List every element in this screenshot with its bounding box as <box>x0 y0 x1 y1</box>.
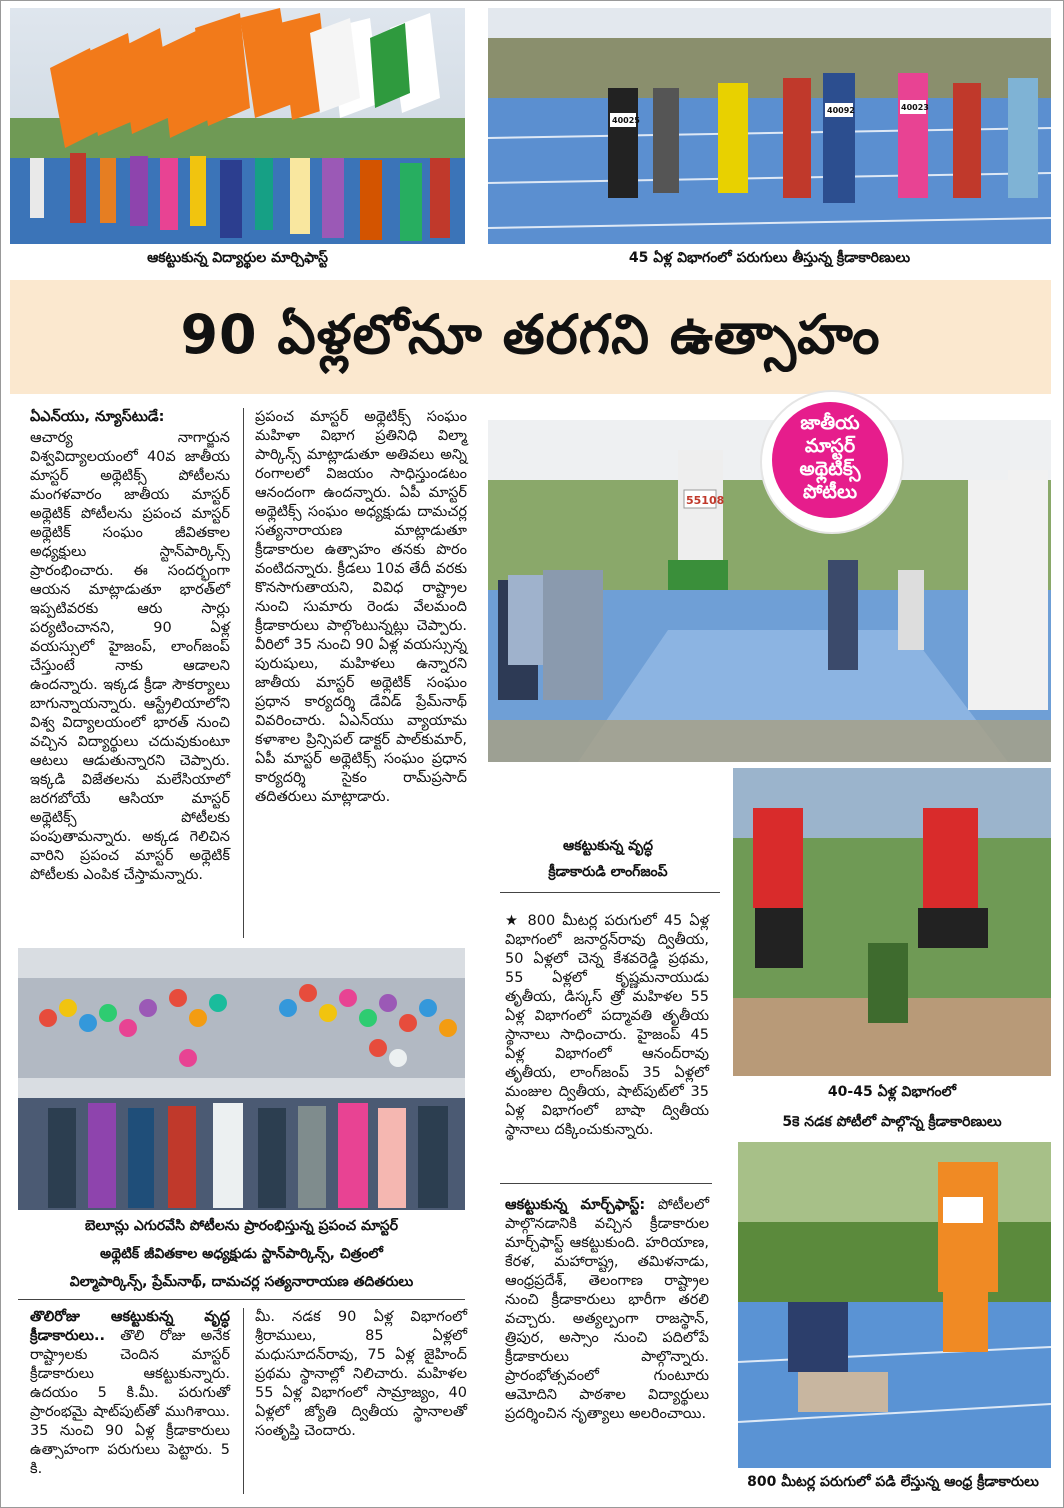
bib-a: 40025 <box>612 116 640 125</box>
balloons-photo <box>18 948 465 1210</box>
caption-long-jump-2: క్రీడాకారుడి లాంగ్‌జంప్ <box>548 864 668 880</box>
march-body: పోటీలలో పాల్గొనడానికి వచ్చిన క్రీడాకారుల మార్చ్‌ఫాస్ట్ ఆకట్టుకుంది. హరియాణ, కేరళ, మహారాష్ట్ర, తమిళనాడు, ఆంధ్రప్రదేశ్, తెలంగాణ రాష్ట్రాల నుంచి క్రీడాకారులు భారీగా తరలి వచ్చారు. అత్యల్పంగా రాజస్థాన్, త్రిపుర, అస్సాం నుంచి పదిలోపే క్రీడాకారులు పాల్గొన్నారు. ప్రారంభోత్సవంలో గుంటూరు ఆమోదిని పాఠశాల విద్యార్థులు ప్రదర్శించిన నృత్యాలు అలరించాయి. <box>505 1197 709 1422</box>
firstday-lead: తొలిరోజు ఆకట్టుకున్న వృద్ధ క్రీడాకారులు.. <box>30 1309 230 1344</box>
results-rule <box>500 1183 712 1184</box>
firstday-col-1 <box>30 1308 230 1481</box>
dateline: ఏఎన్‌యు, న్యూస్‌టుడే: <box>30 409 165 425</box>
col-divider-1 <box>243 408 244 938</box>
results-text: ★ 800 మీటర్ల పరుగులో 45 ఏళ్ల విభాగంలో జనార్దన్‌రావు ద్వితీయ, 50 ఏళ్లలో చెన్న కేశవరెడ్డి ప్రథమ, 55 ఏళ్లలో కృష్ణమనాయుడు తృతీయ, డిస్కస్ త్రో మహిళల 55 ఏళ్ల విభాగంలో పద్మావతి తృతీయ స్థానాలు సాధించారు. హైజంప్ 45 ఏళ్ల విభాగంలో ఆనంద్‌రావు తృతీయ, లాంగ్‌జంప్ 35 ఏళ్లలో మంజుల ద్వితీయ, షాట్‌పుట్‌లో 35 ఏళ్ల విభాగంలో బాషా ద్వితీయ స్థానాలు దక్కించుకున్నారు. <box>505 913 709 1138</box>
caption-balloons-2: అథ్లెటిక్ జీవితకాల అధ్యక్షుడు స్టాన్‌పార్కిన్స్, చిత్రంలో <box>100 1246 383 1262</box>
caption-march-past: ఆకట్టుకున్న విద్యార్థుల మార్చిఫాస్ట్ <box>147 250 328 266</box>
caption-rule <box>500 892 720 893</box>
caption-runner-800: 800 మీటర్ల పరుగులో పడి లేస్తున్న ఆంధ్ర క్రీడాకారులు <box>747 1474 1039 1490</box>
balloons-rule <box>18 1299 465 1300</box>
women-running-photo <box>488 8 1051 244</box>
march-lead: ఆకట్టుకున్న మార్చ్‌ఫాస్ట్: <box>505 1197 646 1213</box>
caption-balloons-1: బెలూన్లు ఎగురవేసి పోటీలను ప్రారంభిస్తున్న ప్రపంచ మాస్టర్ <box>84 1218 399 1234</box>
headline: 90 ఏళ్లలోనూ తరగని ఉత్సాహం <box>180 303 881 366</box>
bib-c: 40023 <box>901 103 929 112</box>
article-col1-body: ఆచార్య నాగార్జున విశ్వవిద్యాలయంలో 40వ జాతీయ మాస్టర్ అథ్లెటిక్స్ పోటీలను మంగళవారం జాతీయ మాస్టర్ అథ్లెటిక్ పోటీలను ప్రపంచ మాస్టర్ అథ్లెటిక్ సంఘం జీవితకాల అధ్యక్షులు స్టాన్‌పార్కిన్స్ ప్రారంభించారు. ఈ సందర్భంగా ఆయన మాట్లాడుతూ భారత్‌లో ఇప్పటివరకు ఆరు సార్లు పర్యటించానని, 90 ఏళ్ల వయస్సులో హైజంప్, లాంగ్‌జంప్ చేస్తుంటే నాకు ఆడాలని ఉందన్నారు. ఇక్కడ క్రీడా సౌకర్యాలు బాగున్నాయన్నారు. ఆస్ట్రేలియాలోని విశ్వ విద్యాలయంలో భారత్ నుంచి వచ్చిన విద్యార్థులు చదువుకుంటూ ఆటలు ఆడుతున్నారని చెప్పారు. ఇక్కడి విజేతలను మలేసియాలో జరగబోయే ఆసియా మాస్టర్ అథ్లెటిక్స్ పోటీలకు పంపుతామన్నారు. అక్కడ గెలిచిన వారిని ప్రపంచ మాస్టర్ అథ్లెటిక్ పోటీలకు ఎంపిక చేస్తామన్నారు. <box>30 430 230 883</box>
firstday-body: తొలి రోజు అనేక రాష్ట్రాలకు చెందిన మాస్టర్ క్రీడాకారులు ఆకట్టుకున్నారు. ఉదయం 5 కి.మీ. పరుగుతో ప్రారంభమై షాట్‌పుట్‌తో ముగిశాయి. 35 నుంచి 90 ఏళ్ల క్రీడాకారులు ఉత్సాహంగా పరుగులు పెట్టారు. 5 కి. <box>30 1328 230 1477</box>
article-col-2 <box>255 408 467 809</box>
march-paragraph <box>505 1196 709 1426</box>
caption-walk-2: 5కె నడక పోటీలో పాల్గొన్న క్రీడాకారిణులు <box>782 1114 1002 1130</box>
article-col-1 <box>30 408 230 887</box>
march-past-photo <box>10 8 465 244</box>
caption-balloons-3: విల్మాపార్కిన్స్, ప్రేమ్‌నాథ్, దామచర్ల సత్యనారాయణ తదితరులు <box>69 1274 414 1290</box>
caption-walk-1: 40-45 ఏళ్ల విభాగంలో <box>827 1084 957 1100</box>
results-paragraph <box>505 912 709 1142</box>
bib-longjump: 55108 <box>686 494 725 507</box>
article-col2-body: ప్రపంచ మాస్టర్ అథ్లెటిక్స్ సంఘం మహిళా విభాగ ప్రతినిధి విల్మా పార్కిన్స్ మాట్లాడుతూ అతివలు అన్ని రంగాలలో విజయం సాధిస్తుండటం ఆనందంగా ఉందన్నారు. ఏపీ మాస్టర్ అథ్లెటిక్స్ సంఘం అధ్యక్షుడు దామచర్ల సత్యనారాయణ మాట్లాడుతూ క్రీడాకారుల ఉత్సాహం తనకు పొరం వంటిదన్నారు. క్రీడలు 10వ తేదీ వరకు కొనసాగుతాయని, వివిధ రాష్ట్రాల నుంచి సుమారు రెండు వేలమంది క్రీడాకారులు పాల్గొంటున్నట్లు చెప్పారు. వీరిలో 35 నుంచి 90 ఏళ్ల వయస్సున్న పురుషులు, మహిళలు ఉన్నారని జాతీయ మాస్టర్ అథ్లెటిక్ సంఘం ప్రధాన కార్యదర్శి డేవిడ్ ప్రేమ్‌నాథ్ వివరించారు. ఏఎన్‌యు వ్యాయామ కళాశాల ప్రిన్సిపల్ డాక్టర్ పాల్‌కుమార్, ఏపీ మాస్టర్ అథ్లెటిక్స్ సంఘం ప్రధాన కార్యదర్శి సైకం రామ్‌ప్రసాద్ తదితరులు మాట్లాడారు. <box>255 409 467 805</box>
col-divider-2 <box>243 1308 244 1494</box>
firstday-col2-body: మీ. నడక 90 ఏళ్ల విభాగంలో శ్రీరాములు, 85 ఏళ్లలో మధుసూదన్‌రావు, 75 ఏళ్ల జైహింద్ ప్రథమ స్థానాల్లో నిలిచారు. మహిళల 55 ఏళ్ల విభాగంలో సామ్రాజ్యం, 40 ఏళ్లలో జ్యోతి ద్వితీయ స్థానాలతో సంతృప్తి చెందారు. <box>255 1309 467 1439</box>
firstday-col-2 <box>255 1308 467 1443</box>
walk-race-photo <box>733 768 1051 1076</box>
bib-b: 40092 <box>827 106 855 115</box>
caption-women-running: 45 ఏళ్ల విభాగంలో పరుగులు తీస్తున్న క్రీడాకారిణులు <box>628 250 911 266</box>
event-badge-text: జాతీయ మాస్టర్ అథ్లెటిక్స్ పోటీలు <box>799 412 861 503</box>
caption-long-jump-1: ఆకట్టుకున్న వృద్ధ <box>563 838 653 854</box>
runner-800-photo <box>738 1142 1051 1468</box>
